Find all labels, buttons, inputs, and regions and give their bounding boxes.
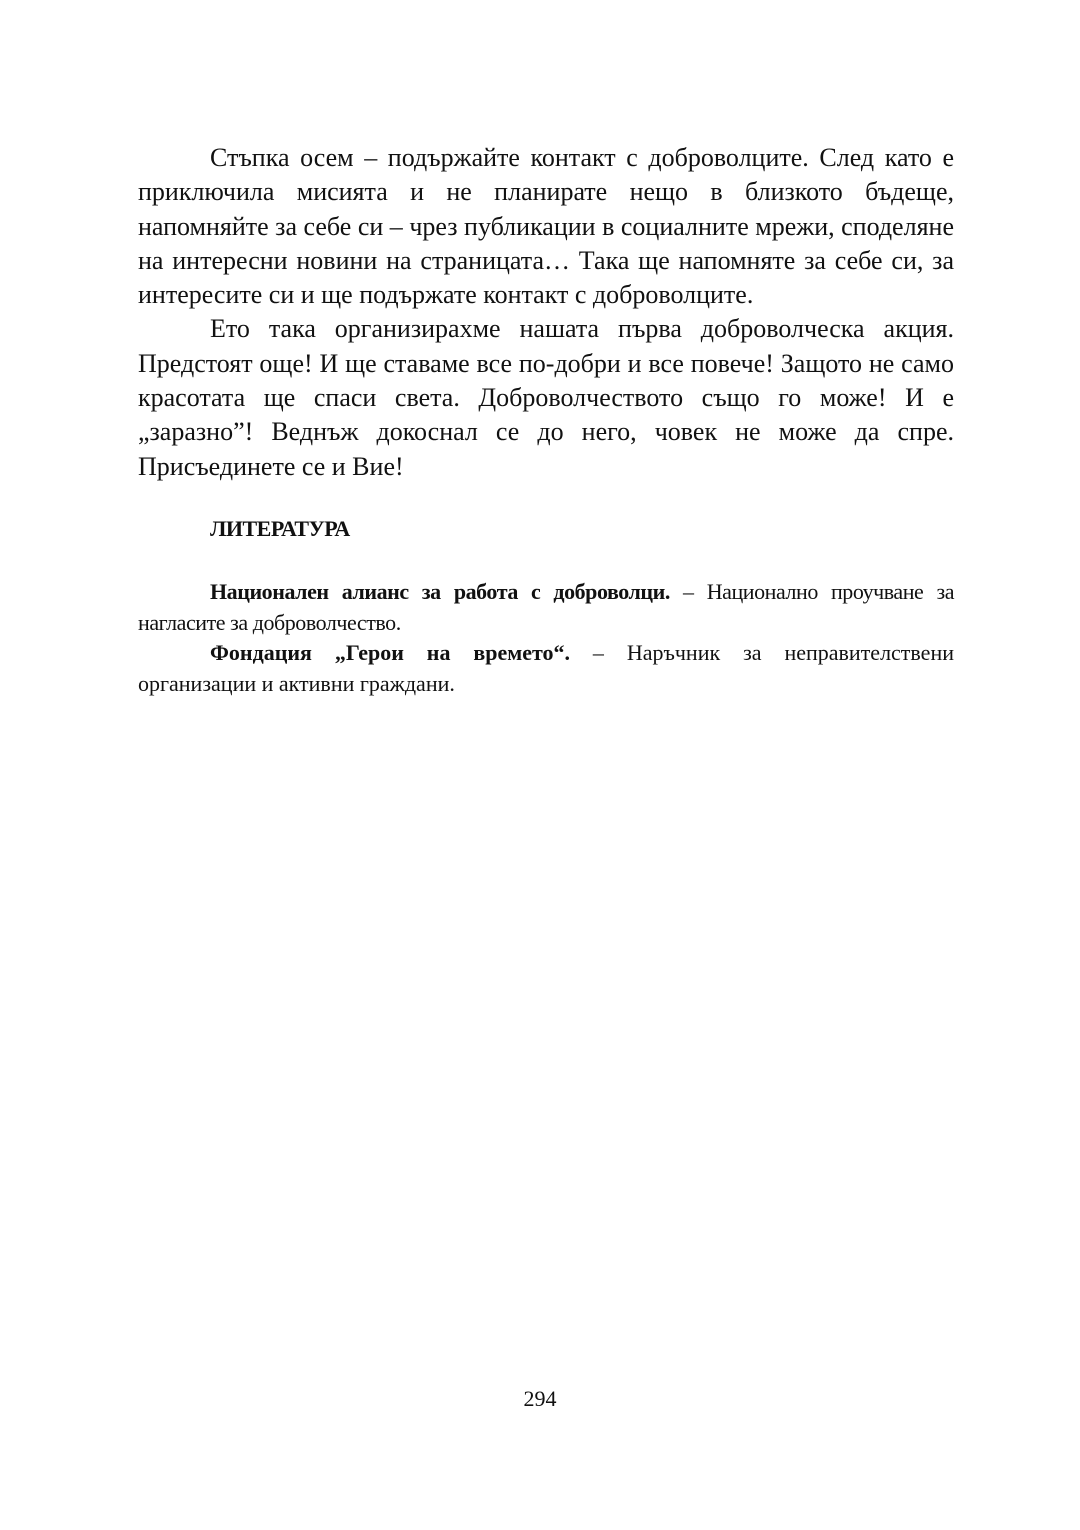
reference-item bbox=[138, 638, 954, 699]
paragraph: Стъпка осем – подържайте контакт с доброволците. След като е приключила мисията и не планирате нещо в близкото бъдеще, напомняйте за себе си – чрез публикации в социалните мрежи, споделяне на интересни новини на страницата… Така ще напомняте за себе си, за интересите си и ще подържате контакт с доброволците. bbox=[138, 143, 954, 310]
literature-heading: ЛИТЕРАТУРА bbox=[210, 516, 350, 541]
reference-title: Национален алианс за работа с доброволци. bbox=[210, 579, 670, 604]
reference-list bbox=[138, 577, 954, 699]
reference-text: – Национално проучване за нагласите за доброволчество. bbox=[138, 579, 955, 635]
reference-text: – Наръчник за неправителствени организации и активни граждани. bbox=[138, 640, 954, 696]
body-text bbox=[138, 141, 954, 484]
paragraph: Ето така организирахме нашата първа доброволческа акция. Предстоят още! И ще ставаме все по-добри и все повече! Защото не само красотата ще спаси света. Доброволчеството също го може! И е „заразно”! Веднъж докоснал се до него, човек не може да спре. Присъединете се и Вие! bbox=[138, 314, 954, 481]
reference-item bbox=[138, 577, 954, 638]
page-number: 294 bbox=[523, 1386, 557, 1411]
reference-title: Фондация „Герои на времето“. bbox=[210, 640, 571, 665]
